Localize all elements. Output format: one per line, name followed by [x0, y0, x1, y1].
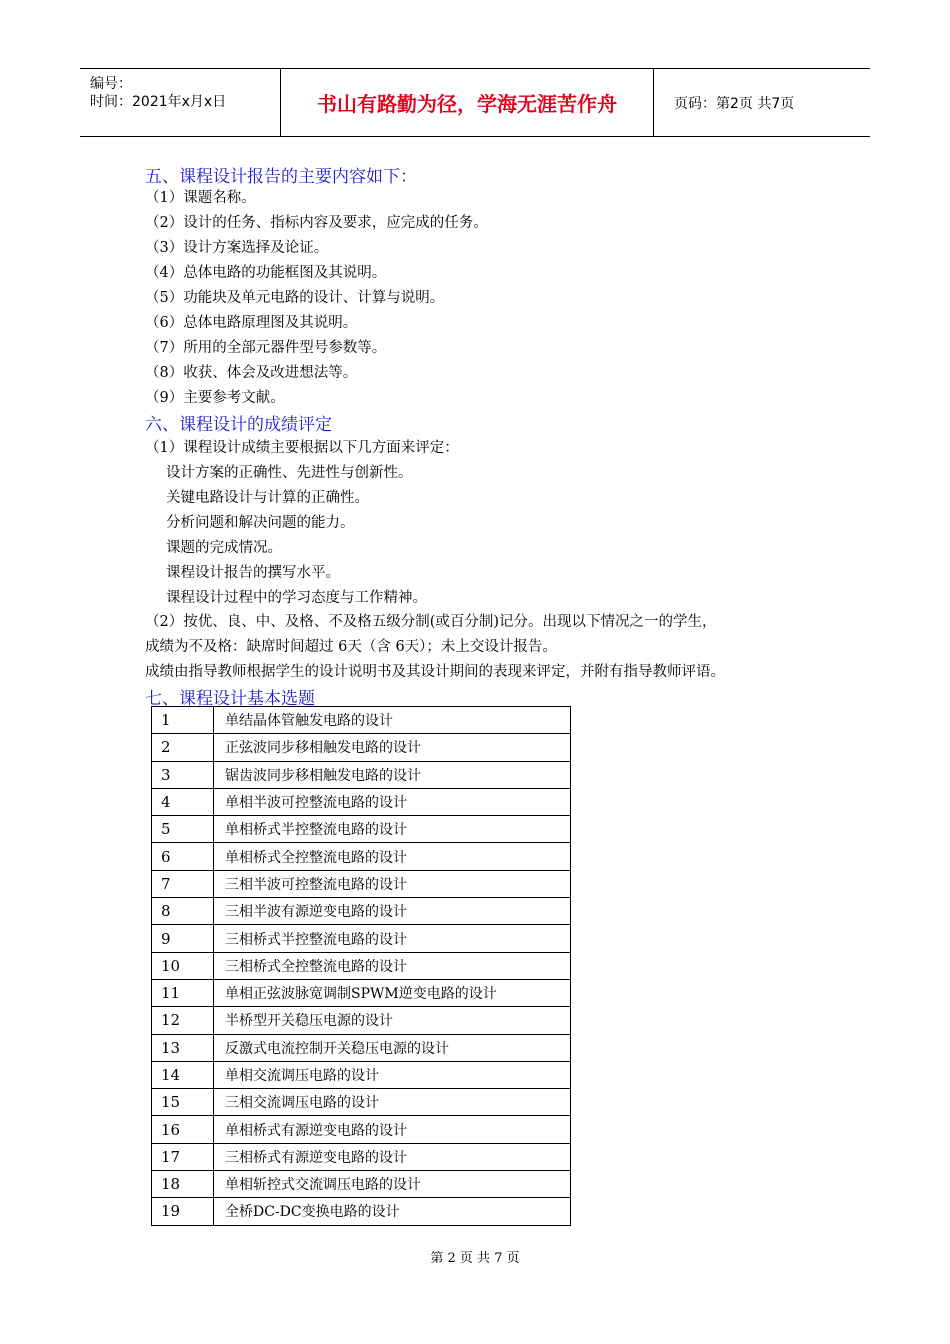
topic-number: 5 [152, 816, 214, 843]
table-row [152, 1116, 571, 1143]
topic-number: 14 [152, 1061, 214, 1088]
page-info: 页码：第2页 共7页 [674, 95, 795, 112]
topic-number: 15 [152, 1089, 214, 1116]
page-header [80, 68, 870, 137]
table-row [152, 952, 571, 979]
list-item: （6）总体电路原理图及其说明。 [145, 315, 358, 331]
topic-title: 单相桥式半控整流电路的设计 [214, 816, 571, 843]
criteria-item: 设计方案的正确性、先进性与创新性。 [166, 465, 413, 481]
time-label: 时间：2021年x月x日 [90, 94, 227, 110]
motto: 书山有路勤为径，学海无涯苦作舟 [281, 69, 654, 136]
table-row [152, 843, 571, 870]
table-row [152, 1143, 571, 1170]
topic-title: 单相半波可控整流电路的设计 [214, 788, 571, 815]
criteria-item: 课程设计报告的撰写水平。 [166, 565, 340, 581]
table-row [152, 816, 571, 843]
table-row [152, 1171, 571, 1198]
topic-title: 单相桥式全控整流电路的设计 [214, 843, 571, 870]
topic-number: 3 [152, 761, 214, 788]
topic-number: 10 [152, 952, 214, 979]
list-item: （1）课题名称。 [145, 190, 256, 206]
topic-title: 单结晶体管触发电路的设计 [214, 707, 571, 734]
table-row [152, 1089, 571, 1116]
criteria-item: 关键电路设计与计算的正确性。 [166, 490, 369, 506]
topic-number: 16 [152, 1116, 214, 1143]
table-row [152, 1034, 571, 1061]
table-row [152, 707, 571, 734]
topic-number: 1 [152, 707, 214, 734]
section-5-title: 五、课程设计报告的主要内容如下： [145, 167, 417, 187]
header-info-cell [80, 69, 281, 136]
topics-table [151, 706, 571, 1226]
topic-number: 12 [152, 1007, 214, 1034]
topic-number: 19 [152, 1198, 214, 1225]
topic-title: 三相桥式有源逆变电路的设计 [214, 1143, 571, 1170]
grading-intro: （1）课程设计成绩主要根据以下几方面来评定： [145, 440, 459, 456]
code-label: 编号： [90, 76, 132, 92]
page-footer: 第 2 页 共 7 页 [430, 1251, 520, 1266]
list-item: （7）所用的全部元器件型号参数等。 [145, 340, 387, 356]
topic-number: 17 [152, 1143, 214, 1170]
table-row [152, 898, 571, 925]
topic-title: 三相交流调压电路的设计 [214, 1089, 571, 1116]
list-item: （8）收获、体会及改进想法等。 [145, 365, 358, 381]
table-row [152, 979, 571, 1006]
table-row [152, 761, 571, 788]
grading-line-2: 成绩为不及格：缺席时间超过 6天（含 6天）；未上交设计报告。 [145, 639, 557, 655]
topic-number: 13 [152, 1034, 214, 1061]
table-row [152, 1007, 571, 1034]
topic-title: 三相桥式全控整流电路的设计 [214, 952, 571, 979]
topic-title: 单相交流调压电路的设计 [214, 1061, 571, 1088]
topic-title: 单相正弦波脉宽调制SPWM逆变电路的设计 [214, 979, 571, 1006]
section-6-title: 六、课程设计的成绩评定 [145, 415, 332, 435]
topic-number: 6 [152, 843, 214, 870]
topic-title: 半桥型开关稳压电源的设计 [214, 1007, 571, 1034]
table-row [152, 788, 571, 815]
topic-number: 7 [152, 870, 214, 897]
topic-title: 单相桥式有源逆变电路的设计 [214, 1116, 571, 1143]
table-row [152, 925, 571, 952]
topic-number: 4 [152, 788, 214, 815]
list-item: （5）功能块及单元电路的设计、计算与说明。 [145, 290, 445, 306]
topic-title: 三相半波有源逆变电路的设计 [214, 898, 571, 925]
topic-title: 三相桥式半控整流电路的设计 [214, 925, 571, 952]
table-row [152, 870, 571, 897]
criteria-item: 课程设计过程中的学习态度与工作精神。 [166, 590, 427, 606]
topic-title: 单相斩控式交流调压电路的设计 [214, 1171, 571, 1198]
section-7-title: 七、课程设计基本选题 [145, 689, 315, 709]
list-item: （9）主要参考文献。 [145, 390, 285, 406]
table-row [152, 1061, 571, 1088]
table-row [152, 1198, 571, 1225]
topic-title: 正弦波同步移相触发电路的设计 [214, 734, 571, 761]
topic-number: 9 [152, 925, 214, 952]
table-row [152, 734, 571, 761]
grading-note: 成绩由指导教师根据学生的设计说明书及其设计期间的表现来评定，并附有指导教师评语。 [145, 664, 725, 680]
topic-title: 全桥DC-DC变换电路的设计 [214, 1198, 571, 1225]
topic-title: 反激式电流控制开关稳压电源的设计 [214, 1034, 571, 1061]
topic-number: 2 [152, 734, 214, 761]
topic-title: 锯齿波同步移相触发电路的设计 [214, 761, 571, 788]
list-item: （4）总体电路的功能框图及其说明。 [145, 265, 387, 281]
topic-number: 18 [152, 1171, 214, 1198]
criteria-item: 分析问题和解决问题的能力。 [166, 515, 355, 531]
topic-title: 三相半波可控整流电路的设计 [214, 870, 571, 897]
criteria-item: 课题的完成情况。 [166, 540, 282, 556]
list-item: （3）设计方案选择及论证。 [145, 240, 329, 256]
list-item: （2）设计的任务、指标内容及要求，应完成的任务。 [145, 215, 488, 231]
topic-number: 8 [152, 898, 214, 925]
topic-number: 11 [152, 979, 214, 1006]
grading-line-1: （2）按优、良、中、及格、不及格五级分制(或百分制)记分。出现以下情况之一的学生， [145, 614, 717, 630]
